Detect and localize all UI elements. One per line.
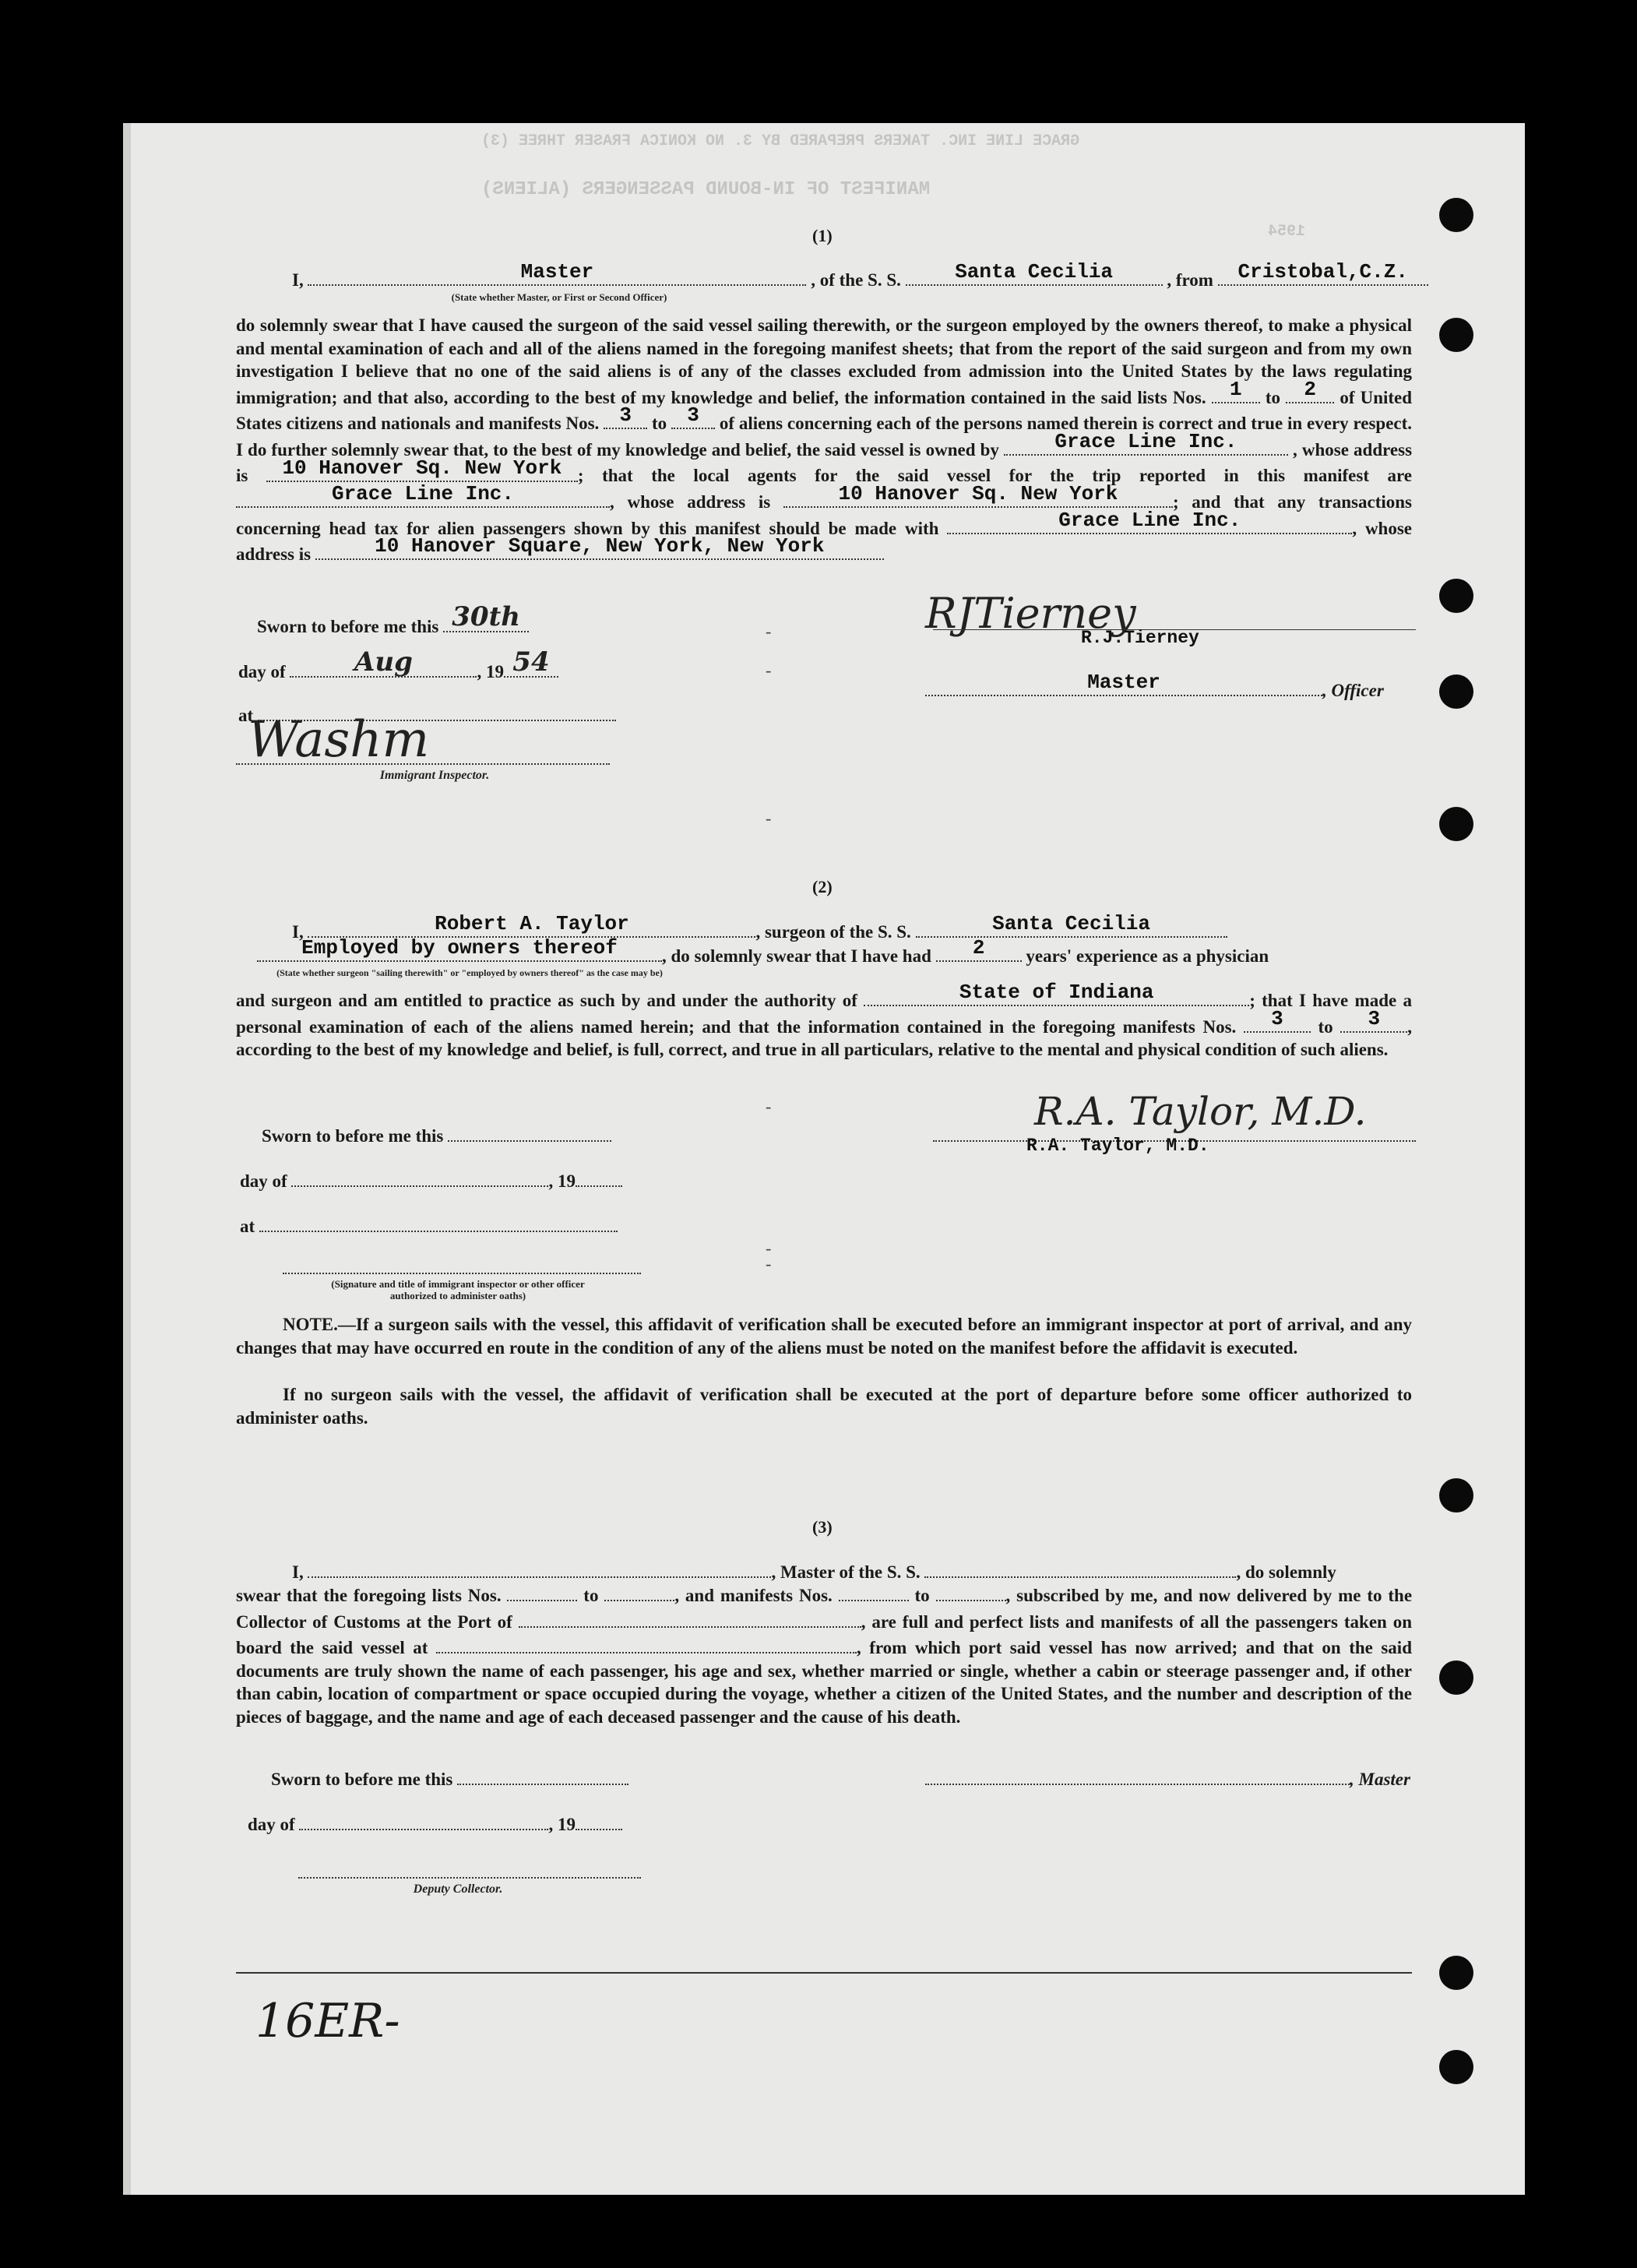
whose-address-label: , whose address is xyxy=(236,439,1413,486)
punch-hole xyxy=(1439,1478,1473,1513)
from-label: , from xyxy=(1167,270,1213,291)
and-manifests-label: , and manifests Nos. xyxy=(674,1586,833,1606)
oath-text-5: whose address is xyxy=(627,492,771,512)
inspector-sig-line-2 xyxy=(283,1273,641,1274)
employment-caption: (State whether surgeon "sailing therewith" or "employed by owners thereof" as the case may be) xyxy=(276,967,663,978)
punch-hole xyxy=(1439,579,1473,613)
oath-text-1: do solemnly swear that I have caused the surgeon of the said vessel sailing therewith, or the surgeon employed by the owners thereof, to make a physical and mental examination of each and all of the aliens named in the foregoing manifest sheets; that from the report of the said surgeon and from my own investigation I believe that no one of the said aliens is of any of the classes excluded from admission into the United States by the laws regulating immigration; and that also, according to the best of my knowledge and belief, the information contained in the said lists Nos. xyxy=(236,315,1412,407)
section-3-oath xyxy=(236,1581,1412,1728)
sworn-day-blank xyxy=(443,601,529,633)
lists-from-blank-3 xyxy=(507,1581,577,1601)
punch-hole xyxy=(1439,318,1473,352)
rank-blank xyxy=(308,260,806,286)
at-line-2 xyxy=(240,1212,618,1237)
punch-hole xyxy=(1439,674,1473,709)
vessel-value: Santa Cecilia xyxy=(955,260,1114,284)
rank-value: Master xyxy=(520,260,594,284)
port-blank xyxy=(1218,260,1428,286)
solemnly-label: , do solemnly xyxy=(1236,1562,1336,1583)
sworn-blank-3 xyxy=(457,1765,628,1785)
lists-to-blank xyxy=(1286,377,1334,403)
nineteen-label-2: 19 xyxy=(557,1171,576,1192)
i-label-3: I, xyxy=(292,1562,304,1583)
punch-hole xyxy=(1439,1660,1473,1695)
surgeon-blank xyxy=(308,912,755,938)
headtax-party-blank xyxy=(947,508,1352,534)
authority-value: State of Indiana xyxy=(959,981,1154,1005)
section-1-header-line xyxy=(292,260,1428,291)
subscribed-text: , subscribed by me, and now delivered by me to the Collector of Customs at the Port of xyxy=(236,1586,1413,1632)
agents-blank xyxy=(236,482,610,508)
to-label: to xyxy=(914,1586,930,1606)
manifests-from-value: 3 xyxy=(619,403,632,428)
lists-from-value: 1 xyxy=(1229,377,1242,401)
dash-mark: - xyxy=(766,1097,772,1116)
sworn-year-value: 54 xyxy=(512,646,550,678)
manifests-to-blank-3 xyxy=(936,1581,1006,1601)
bleedthrough-line3: 1954 xyxy=(1268,223,1306,241)
bleedthrough-line2: MANIFEST OF IN-BOUND PASSENGERS (ALIENS) xyxy=(481,179,931,200)
master-sign-line-3 xyxy=(925,1765,1410,1790)
employment-line xyxy=(257,936,1269,967)
sworn-line-2 xyxy=(262,1122,611,1146)
punch-hole xyxy=(1439,2050,1473,2084)
master-label-3: , Master xyxy=(1350,1770,1410,1790)
section-3-header-line xyxy=(292,1558,1336,1583)
i-label: I, xyxy=(292,922,304,942)
day-of-line-1: day of Aug , 19 54 xyxy=(238,657,558,682)
document-page xyxy=(123,123,1525,2195)
sworn-line-3 xyxy=(271,1765,628,1790)
headtax-address-value: 10 Hanover Square, New York, New York xyxy=(375,534,825,558)
officer-title-blank xyxy=(925,671,1322,696)
to-label: to xyxy=(1318,1016,1333,1037)
bottom-rule xyxy=(236,1972,1412,1974)
port-value: Cristobal,C.Z. xyxy=(1237,260,1408,284)
inspector-signature-line xyxy=(236,763,610,765)
year-blank-3 xyxy=(576,1810,622,1830)
day-of-label-3: day of xyxy=(248,1815,295,1835)
vessel-blank-3 xyxy=(924,1558,1236,1578)
master-of-label: , Master of the S. S. xyxy=(771,1562,921,1583)
oath-text-3: of aliens concerning each of the persons named therein is correct and true in every respect. I do further solemnly swear that, to the best of my knowledge and belief, the said vessel is owned by xyxy=(236,414,1413,460)
lists-from-blank xyxy=(1212,377,1260,403)
surgeon-printed-name: R.A. Taylor, M.D. xyxy=(1026,1136,1209,1156)
surgeon-signature: R.A. Taylor, M.D. xyxy=(1034,1089,1367,1134)
year-blank-2 xyxy=(576,1167,622,1187)
section-2-number: (2) xyxy=(812,877,833,896)
note-paragraph-2: If no surgeon sails with the vessel, the affidavit of verification shall be executed at the port of departure before some officer authorized to administer oaths. xyxy=(236,1385,1412,1428)
agents-address-value: 10 Hanover Sq. New York xyxy=(838,482,1118,506)
lists-to-value: 2 xyxy=(1304,377,1316,401)
agents-value: Grace Line Inc. xyxy=(331,482,515,506)
headtax-address-blank xyxy=(315,534,884,560)
oath-text-4: that the local agents for the said vessel for the trip reported in this manifest are xyxy=(602,466,1413,486)
manifests-from-blank-3 xyxy=(839,1581,909,1601)
dash-mark: - xyxy=(766,1254,772,1273)
nineteen-label-3: 19 xyxy=(557,1815,576,1835)
sworn-label-2: Sworn to before me this xyxy=(262,1126,444,1146)
vessel-value-2: Santa Cecilia xyxy=(992,912,1150,936)
master-name-blank-3 xyxy=(308,1558,771,1578)
collector-sig-line xyxy=(298,1877,641,1879)
boarded-at-blank-3 xyxy=(436,1633,857,1653)
sworn-line-1 xyxy=(257,601,529,637)
years-blank xyxy=(936,936,1022,962)
section-2-oath: and surgeon and am entitled to practice as such by and under the authority of State of Indiana ; that I have made a personal examination of each of the aliens named herein; and that the information contained in the foregoing manifests Nos. 3 to 3 , according to the best of my knowledge and belief, is full, correct, and true in all particulars, relative to the mental and physical condition of such aliens. xyxy=(236,981,1413,1060)
at-blank-2 xyxy=(259,1212,618,1232)
collector-text-2: , from which port said vessel has now arrived; and that on the said documents are truly shown the name of each passenger, his age and sex, whether married or single, whether a cabin or steerage passenger and, if other than cabin, location of compartment or space occupied during the voyage, whether a citizen of the United States, and the number and description of the pieces of baggage, and the name and age of each deceased passenger and the cause of his death. xyxy=(236,1638,1412,1727)
master-signature: RJTierney xyxy=(925,589,1136,638)
day-blank-3 xyxy=(299,1810,548,1830)
section-3-number: (3) xyxy=(812,1517,833,1537)
sworn-day-value: 30th xyxy=(452,601,521,633)
years-value: 2 xyxy=(972,936,985,960)
agents-address-blank xyxy=(783,482,1173,508)
surgeon-manifests-to-value: 3 xyxy=(1368,1006,1381,1030)
oath-text-7: , whose address is xyxy=(236,518,1413,565)
master-sign-blank-3 xyxy=(925,1765,1350,1785)
surgeon-of-label: , surgeon of the S. S. xyxy=(755,922,911,942)
authority-blank xyxy=(864,981,1249,1006)
master-name: R.J.Tierney xyxy=(1081,628,1199,648)
lists-to-blank-3 xyxy=(604,1581,674,1601)
i-label: I, xyxy=(292,270,304,291)
surgeon-value: Robert A. Taylor xyxy=(435,912,629,936)
rank-caption: (State whether Master, or First or Second Officer) xyxy=(451,291,667,303)
manifests-to-blank xyxy=(671,403,715,429)
owner-address-blank xyxy=(266,456,578,481)
handwritten-footer: 16ER- xyxy=(255,1994,400,2048)
collector-caption: Deputy Collector. xyxy=(413,1882,503,1896)
day-of-label: day of xyxy=(238,662,286,682)
owner-value: Grace Line Inc. xyxy=(1054,429,1237,453)
day-blank-2 xyxy=(291,1167,548,1187)
years-text: years' experience as a physician xyxy=(1026,946,1269,967)
dash-mark: - xyxy=(766,1238,772,1258)
surgeon-text-1: and surgeon and am entitled to practice as such by and under the authority of xyxy=(236,991,857,1011)
sworn-month-value: Aug xyxy=(354,646,413,678)
sworn-label: Sworn to before me this xyxy=(257,617,439,637)
nineteen-label: 19 xyxy=(485,662,504,682)
collector-text-1: swear that the foregoing lists Nos. xyxy=(236,1586,502,1606)
inspector-signature: Washm xyxy=(248,711,430,769)
owner-blank xyxy=(1004,429,1288,456)
to-label: to xyxy=(652,414,667,434)
sworn-year-blank xyxy=(504,646,558,678)
port-of-blank-3 xyxy=(519,1608,861,1628)
punch-hole xyxy=(1439,198,1473,232)
owner-address-value: 10 Hanover Sq. New York xyxy=(282,456,562,480)
surgeon-text-2: that I have made a personal examination of each of the aliens named herein; and that the information contained in the foregoing manifests Nos. xyxy=(236,991,1412,1037)
officer-line xyxy=(925,671,1384,701)
vessel-blank-2 xyxy=(916,912,1227,938)
dash-mark: - xyxy=(766,622,772,641)
day-of-line-2: day of , 19 xyxy=(240,1167,622,1192)
punch-hole xyxy=(1439,1956,1473,1990)
surgeon-manifests-from-blank xyxy=(1244,1006,1311,1033)
at-label: at xyxy=(238,706,254,726)
employment-value: Employed by owners thereof xyxy=(301,936,618,960)
day-of-label-2: day of xyxy=(240,1171,287,1192)
dash-mark: - xyxy=(766,808,772,828)
at-label-2: at xyxy=(240,1217,255,1237)
surgeon-manifests-from-value: 3 xyxy=(1271,1006,1283,1030)
inspector-sig-caption-2: (Signature and title of immigrant inspector or other officer authorized to administer oaths) xyxy=(331,1278,585,1301)
section-1-oath: do solemnly swear that I have caused the surgeon of the said vessel sailing therewith, or the surgeon employed by the owners thereof, to make a physical and mental examination of each and all of the aliens named in the foregoing manifest sheets; that from the report of the said surgeon and from my own investigation I believe that no one of the said aliens is of any of the classes excluded from admission into the United States by the laws regulating immigration; and that also, according to the best of my knowledge and belief, the information contained in the said lists Nos. 1 to 2 of United States citizens and nationals and manifests Nos. 3 to 3 of aliens concerning each of the persons named therein is correct and true in every respect. I do further solemnly swear that, to the best of my knowledge and belief, the said vessel is owned by Grace Line Inc. , whose address is 10 Hanover Sq. New York ; that the local agents for the said vessel for the trip reported in this manifest are Grace Line Inc. , whose address is 10 Hanover Sq. New York ; and that any transactions concerning head tax for alien passengers shown by this manifest should be made with Grace Line Inc. , whose address is 10 Hanover Square, New York, New York xyxy=(236,315,1413,565)
manifests-from-blank xyxy=(604,403,647,429)
full-perfect-text: , are full and perfect lists and manifests of all the passengers taken on board the said vessel at xyxy=(236,1611,1413,1658)
manifests-to-value: 3 xyxy=(687,403,699,428)
surgeon-text-3: , according to the best of my knowledge and belief, is full, correct, and true in all particulars, relative to the mental and physical condition of such aliens. xyxy=(236,1016,1413,1060)
surgeon-manifests-to-blank xyxy=(1340,1006,1407,1033)
oath-text-2: of United States citizens and nationals and manifests Nos. xyxy=(236,387,1413,434)
sworn-label-3: Sworn to before me this xyxy=(271,1770,453,1790)
day-of-line-3: day of , 19 xyxy=(248,1810,622,1835)
note-paragraph-1: NOTE.—If a surgeon sails with the vessel, this affidavit of verification shall be executed before an immigrant inspector at port of arrival, and any changes that may have occurred en route in the condition of any of the aliens must be noted on the manifest before the affidavit is executed. xyxy=(236,1315,1412,1358)
bleedthrough-line1: GRACE LINE INC. TAKERS PREPARED BY 3. NO KONICA FRASER THREE (3) xyxy=(481,132,1080,150)
sworn-blank-2 xyxy=(448,1122,611,1142)
to-label: to xyxy=(1265,387,1281,407)
dash-mark: - xyxy=(766,660,772,680)
section-1-number: (1) xyxy=(812,226,833,245)
officer-label: , Officer xyxy=(1322,681,1384,701)
to-label: to xyxy=(583,1586,599,1606)
swear-label: , do solemnly swear that I have had xyxy=(662,946,931,967)
headtax-party-value: Grace Line Inc. xyxy=(1058,508,1241,532)
oath-text-6: ; and that any transactions concerning head tax for alien passengers shown by this manifest should be made with xyxy=(236,492,1413,538)
inspector-caption: Immigrant Inspector. xyxy=(379,769,490,782)
employment-blank xyxy=(257,936,662,962)
vessel-blank xyxy=(906,260,1163,286)
officer-title-value: Master xyxy=(1087,671,1160,695)
of-the-ss-label: , of the S. S. xyxy=(811,270,901,291)
punch-hole xyxy=(1439,807,1473,841)
